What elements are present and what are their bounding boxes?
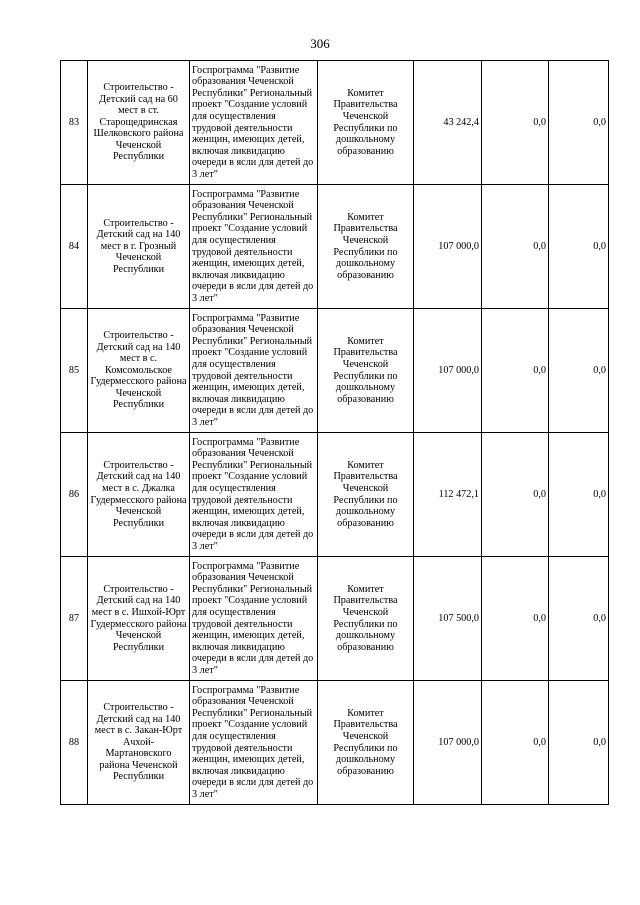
object-name: Строительство - Детский сад на 60 мест в ст. Старощедринская Шелковского района Чеченской Республики [88,61,190,185]
row-number: 84 [61,185,88,309]
amount-value: 107 500,0 [414,557,482,681]
amount-value: 107 000,0 [414,681,482,805]
amount-value-3: 0,0 [549,433,609,557]
amount-value: 107 000,0 [414,185,482,309]
row-number: 83 [61,61,88,185]
amount-value-2: 0,0 [482,557,549,681]
table-body [61,61,609,805]
amount-value-2: 0,0 [482,185,549,309]
executor: Комитет Правительства Чеченской Республики по дошкольному образованию [318,433,414,557]
row-number: 88 [61,681,88,805]
object-name: Строительство - Детский сад на 140 мест в с. Комсомольское Гудермесского района Чеченской Республики [88,309,190,433]
program-description: Госпрограмма "Развитие образования Чеченской Республики" Региональный проект "Создание условий для осуществления трудовой деятельности женщин, имеющих детей, включая ликвидацию очереди в ясли для детей до 3 лет" [190,557,318,681]
table-row [61,681,609,805]
amount-value-3: 0,0 [549,61,609,185]
page-number: 306 [310,36,330,51]
program-description: Госпрограмма "Развитие образования Чеченской Республики" Региональный проект "Создание условий для осуществления трудовой деятельности женщин, имеющих детей, включая ликвидацию очереди в ясли для детей до 3 лет" [190,61,318,185]
amount-value-2: 0,0 [482,61,549,185]
amount-value-2: 0,0 [482,309,549,433]
object-name: Строительство - Детский сад на 140 мест в с. Закан-Юрт Ачхой-Мартановского района Чеченской Республики [88,681,190,805]
object-name: Строительство - Детский сад на 140 мест в с. Джалка Гудермесского района Чеченской Республики [88,433,190,557]
executor: Комитет Правительства Чеченской Республики по дошкольному образованию [318,681,414,805]
amount-value-3: 0,0 [549,185,609,309]
executor: Комитет Правительства Чеченской Республики по дошкольному образованию [318,557,414,681]
amount-value-2: 0,0 [482,681,549,805]
amount-value-2: 0,0 [482,433,549,557]
executor: Комитет Правительства Чеченской Республики по дошкольному образованию [318,185,414,309]
budget-table [60,60,609,805]
row-number: 86 [61,433,88,557]
program-description: Госпрограмма "Развитие образования Чеченской Республики" Региональный проект "Создание условий для осуществления трудовой деятельности женщин, имеющих детей, включая ликвидацию очереди в ясли для детей до 3 лет" [190,681,318,805]
amount-value-3: 0,0 [549,681,609,805]
amount-value: 43 242,4 [414,61,482,185]
table-row [61,433,609,557]
amount-value: 107 000,0 [414,309,482,433]
executor: Комитет Правительства Чеченской Республики по дошкольному образованию [318,309,414,433]
row-number: 85 [61,309,88,433]
amount-value-3: 0,0 [549,309,609,433]
table-row [61,309,609,433]
program-description: Госпрограмма "Развитие образования Чеченской Республики" Региональный проект "Создание условий для осуществления трудовой деятельности женщин, имеющих детей, включая ликвидацию очереди в ясли для детей до 3 лет" [190,185,318,309]
amount-value: 112 472,1 [414,433,482,557]
program-description: Госпрограмма "Развитие образования Чеченской Республики" Региональный проект "Создание условий для осуществления трудовой деятельности женщин, имеющих детей, включая ликвидацию очереди в ясли для детей до 3 лет" [190,309,318,433]
object-name: Строительство - Детский сад на 140 мест в г. Грозный Чеченской Республики [88,185,190,309]
program-description: Госпрограмма "Развитие образования Чеченской Республики" Региональный проект "Создание условий для осуществления трудовой деятельности женщин, имеющих детей, включая ликвидацию очереди в ясли для детей до 3 лет" [190,433,318,557]
executor: Комитет Правительства Чеченской Республики по дошкольному образованию [318,61,414,185]
amount-value-3: 0,0 [549,557,609,681]
table-row [61,557,609,681]
row-number: 87 [61,557,88,681]
table-row [61,61,609,185]
table-row [61,185,609,309]
object-name: Строительство - Детский сад на 140 мест в с. Ишхой-Юрт Гудермесского района Чеченской Республики [88,557,190,681]
